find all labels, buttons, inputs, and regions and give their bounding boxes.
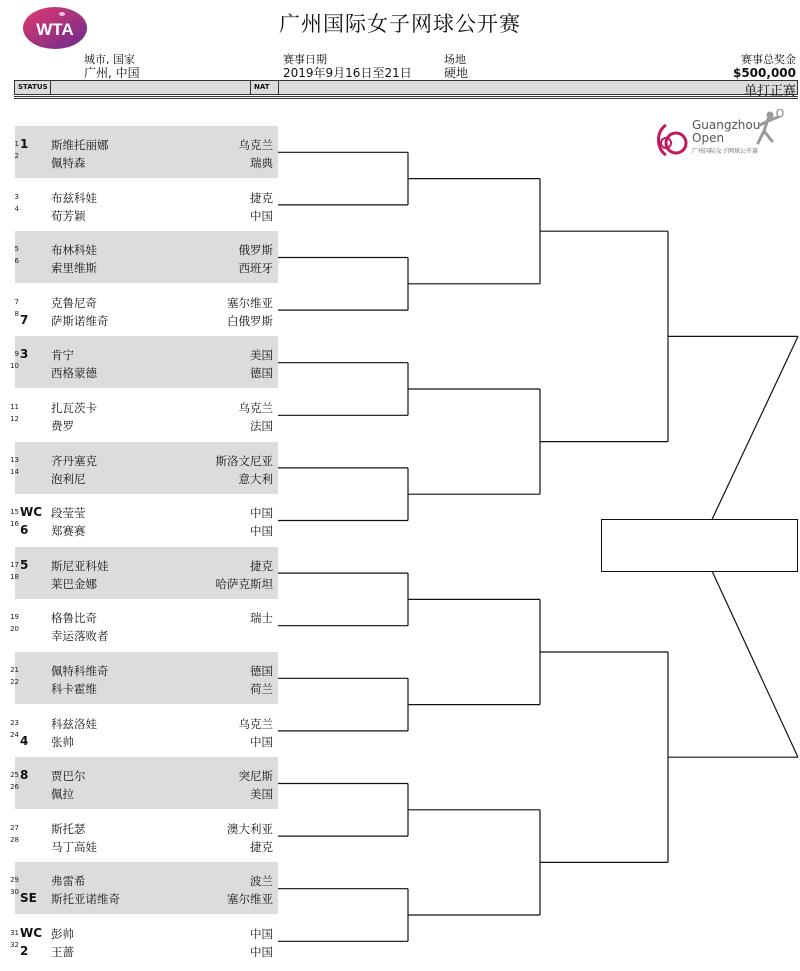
draw-position-number: 20 — [10, 625, 19, 634]
player-name: 彭帅 — [51, 927, 74, 941]
draw-type: 单打正赛 — [743, 84, 796, 99]
venue-label: 场地 — [444, 53, 466, 66]
player-name: 段莹莹 — [51, 506, 86, 521]
player-name: 马丁高娃 — [51, 839, 97, 854]
prize-label: 赛事总奖金 — [741, 53, 796, 66]
player-nationality: 白俄罗斯 — [227, 313, 273, 328]
player-name: 莱巴金娜 — [51, 576, 97, 591]
draw-position-number: 21 — [10, 666, 19, 674]
player-seed: 8 — [20, 768, 29, 783]
draw-position-number: 2 — [14, 152, 19, 160]
player-name: 贾巴尔 — [51, 769, 86, 784]
draw-position-number: 17 — [10, 560, 19, 569]
draw-slot — [10, 336, 278, 388]
player-seed: 6 — [20, 523, 29, 538]
player-nationality: 塞尔维亚 — [227, 892, 273, 907]
draw-position-number: 12 — [10, 415, 19, 423]
player-name: 科兹洛娃 — [51, 716, 97, 731]
player-nationality: 德国 — [250, 664, 273, 678]
draw-position-number: 9 — [14, 350, 19, 359]
player-nationality: 美国 — [250, 787, 273, 802]
player-nationality: 德国 — [250, 366, 273, 381]
player-nationality: 美国 — [250, 348, 273, 363]
player-name: 齐丹塞克 — [51, 453, 97, 468]
player-name: 王蔷 — [51, 945, 74, 959]
sponsor-name-line1: Guangzhou — [692, 118, 761, 132]
city-value: 广州, 中国 — [84, 66, 140, 80]
player-nationality: 捷克 — [250, 558, 273, 573]
player-name: 布兹科娃 — [51, 190, 97, 205]
player-seed: WC — [20, 505, 43, 520]
player-name: 扎瓦茨卡 — [51, 401, 97, 415]
player-name: 张帅 — [51, 734, 74, 749]
status-header: STATUS — [15, 81, 51, 94]
draw-slot — [10, 599, 278, 651]
player-nationality: 波兰 — [250, 874, 273, 889]
player-nationality: 俄罗斯 — [238, 243, 273, 258]
player-name: 科卡霍维 — [51, 682, 97, 696]
draw-position-number: 13 — [10, 455, 19, 464]
sponsor-subtitle: 广州国际女子网球公开赛 — [692, 148, 759, 155]
draw-position-number: 32 — [10, 941, 19, 949]
player-seed: 7 — [20, 312, 29, 327]
player-nationality: 突尼斯 — [238, 769, 273, 784]
draw-position-number: 15 — [10, 508, 19, 517]
player-name: 斯托瑟 — [51, 821, 86, 836]
player-nationality: 中国 — [250, 506, 273, 521]
sponsor-name-line2: Open — [692, 131, 725, 145]
draw-position-number: 1 — [14, 140, 19, 148]
player-name: 泡利尼 — [51, 471, 86, 486]
player-nationality: 哈萨克斯坦 — [215, 576, 273, 591]
draw-position-number: 31 — [10, 929, 19, 937]
player-seed: 3 — [20, 347, 29, 362]
player-nationality: 捷克 — [250, 190, 273, 205]
draw-position-number: 8 — [14, 309, 19, 318]
draw-slot — [10, 442, 278, 494]
draw-position-number: 23 — [10, 718, 19, 727]
final-line — [700, 545, 798, 757]
player-name: 斯尼亚科娃 — [51, 558, 109, 573]
player-nationality: 中国 — [250, 734, 273, 749]
player-name: 萨斯诺维奇 — [51, 313, 109, 328]
draw-position-number: 24 — [10, 730, 19, 739]
draw-slot — [15, 126, 278, 178]
draw-position-number: 10 — [10, 362, 19, 371]
player-nationality: 斯洛文尼亚 — [215, 453, 273, 468]
player-nationality: 瑞士 — [250, 611, 273, 626]
player-name: 佩特森 — [51, 156, 86, 170]
date-value: 2019年9月16日至21日 — [283, 66, 412, 80]
nat-header: NAT — [251, 81, 279, 94]
draw-position-number: 3 — [14, 192, 19, 201]
player-name: 幸运落败者 — [51, 629, 109, 644]
player-nationality: 澳大利亚 — [227, 821, 273, 836]
champion-box — [601, 519, 798, 572]
player-seed: 5 — [20, 557, 29, 572]
player-name: 索里维斯 — [51, 261, 97, 276]
player-nationality: 中国 — [250, 927, 273, 941]
draw-position-number: 27 — [10, 823, 19, 832]
draw-slot — [15, 179, 278, 231]
player-name: 弗雷希 — [51, 874, 86, 889]
player-nationality: 中国 — [250, 208, 273, 223]
player-name: 克鲁尼奇 — [51, 295, 97, 310]
draw-position-number: 11 — [10, 403, 19, 411]
player-seed: 1 — [20, 137, 29, 151]
draw-slot — [10, 810, 278, 862]
draw-position-number: 22 — [10, 678, 19, 686]
player-nationality: 瑞典 — [250, 156, 273, 170]
city-label: 城市, 国家 — [84, 53, 135, 66]
draw-slot — [10, 915, 278, 967]
draw-slot — [10, 389, 278, 441]
player-name: 肯宁 — [51, 348, 74, 363]
player-name: 佩特科维奇 — [51, 664, 109, 678]
player-seed: 2 — [20, 944, 29, 958]
date-label: 赛事日期 — [283, 53, 327, 66]
player-nationality: 意大利 — [238, 471, 273, 486]
draw-slot — [15, 284, 278, 336]
draw-position-number: 4 — [14, 204, 19, 213]
player-name: 西格蒙德 — [51, 366, 97, 381]
draw-position-number: 25 — [10, 771, 19, 780]
player-nationality: 乌克兰 — [238, 401, 273, 415]
draw-position-number: 14 — [10, 467, 19, 476]
draw-position-number: 26 — [10, 783, 19, 792]
draw-position-number: 28 — [10, 835, 19, 844]
player-name: 费罗 — [51, 419, 74, 433]
player-nationality: 塞尔维亚 — [227, 295, 273, 310]
draw-position-number: 6 — [14, 257, 19, 266]
page-title: 广州国际女子网球公开赛 — [279, 12, 521, 36]
draw-position-number: 29 — [10, 876, 19, 885]
player-name: 布林科娃 — [51, 243, 97, 258]
player-nationality: 乌克兰 — [238, 138, 273, 152]
draw-slot — [10, 757, 278, 809]
player-name: 格鲁比奇 — [51, 611, 97, 626]
draw-position-number: 16 — [10, 520, 19, 529]
prize-value: $500,000 — [732, 66, 796, 80]
final-line — [700, 336, 798, 545]
player-seed: WC — [20, 926, 43, 940]
draw-slot — [10, 705, 278, 757]
draw-slot — [10, 652, 278, 704]
draw-position-number: 19 — [10, 613, 19, 622]
draw-slot — [10, 494, 278, 546]
draw-position-number: 30 — [10, 888, 19, 897]
player-name: 郑赛赛 — [51, 524, 86, 539]
player-seed: SE — [20, 891, 37, 906]
venue-value: 硬地 — [444, 66, 469, 80]
player-nationality: 西班牙 — [238, 261, 273, 276]
draw-slot — [10, 547, 278, 599]
draw-position-number: 18 — [10, 572, 19, 581]
player-seed: 4 — [20, 733, 29, 748]
wta-logo-text: WTA — [36, 20, 74, 39]
player-nationality: 中国 — [250, 945, 273, 959]
player-name: 斯托亚诺维奇 — [51, 892, 120, 907]
player-name: 斯维托丽娜 — [51, 138, 109, 152]
player-nationality: 捷克 — [250, 839, 273, 854]
player-nationality: 中国 — [250, 524, 273, 539]
player-nationality: 乌克兰 — [238, 716, 273, 731]
player-nationality: 法国 — [250, 419, 273, 433]
player-name: 佩拉 — [51, 787, 74, 802]
player-name: 荀芳颖 — [51, 208, 86, 223]
draw-slot — [15, 231, 278, 283]
draw-position-number: 7 — [14, 297, 19, 306]
draw-position-number: 5 — [14, 245, 19, 254]
draw-slot — [10, 862, 278, 914]
player-nationality: 荷兰 — [250, 682, 273, 696]
